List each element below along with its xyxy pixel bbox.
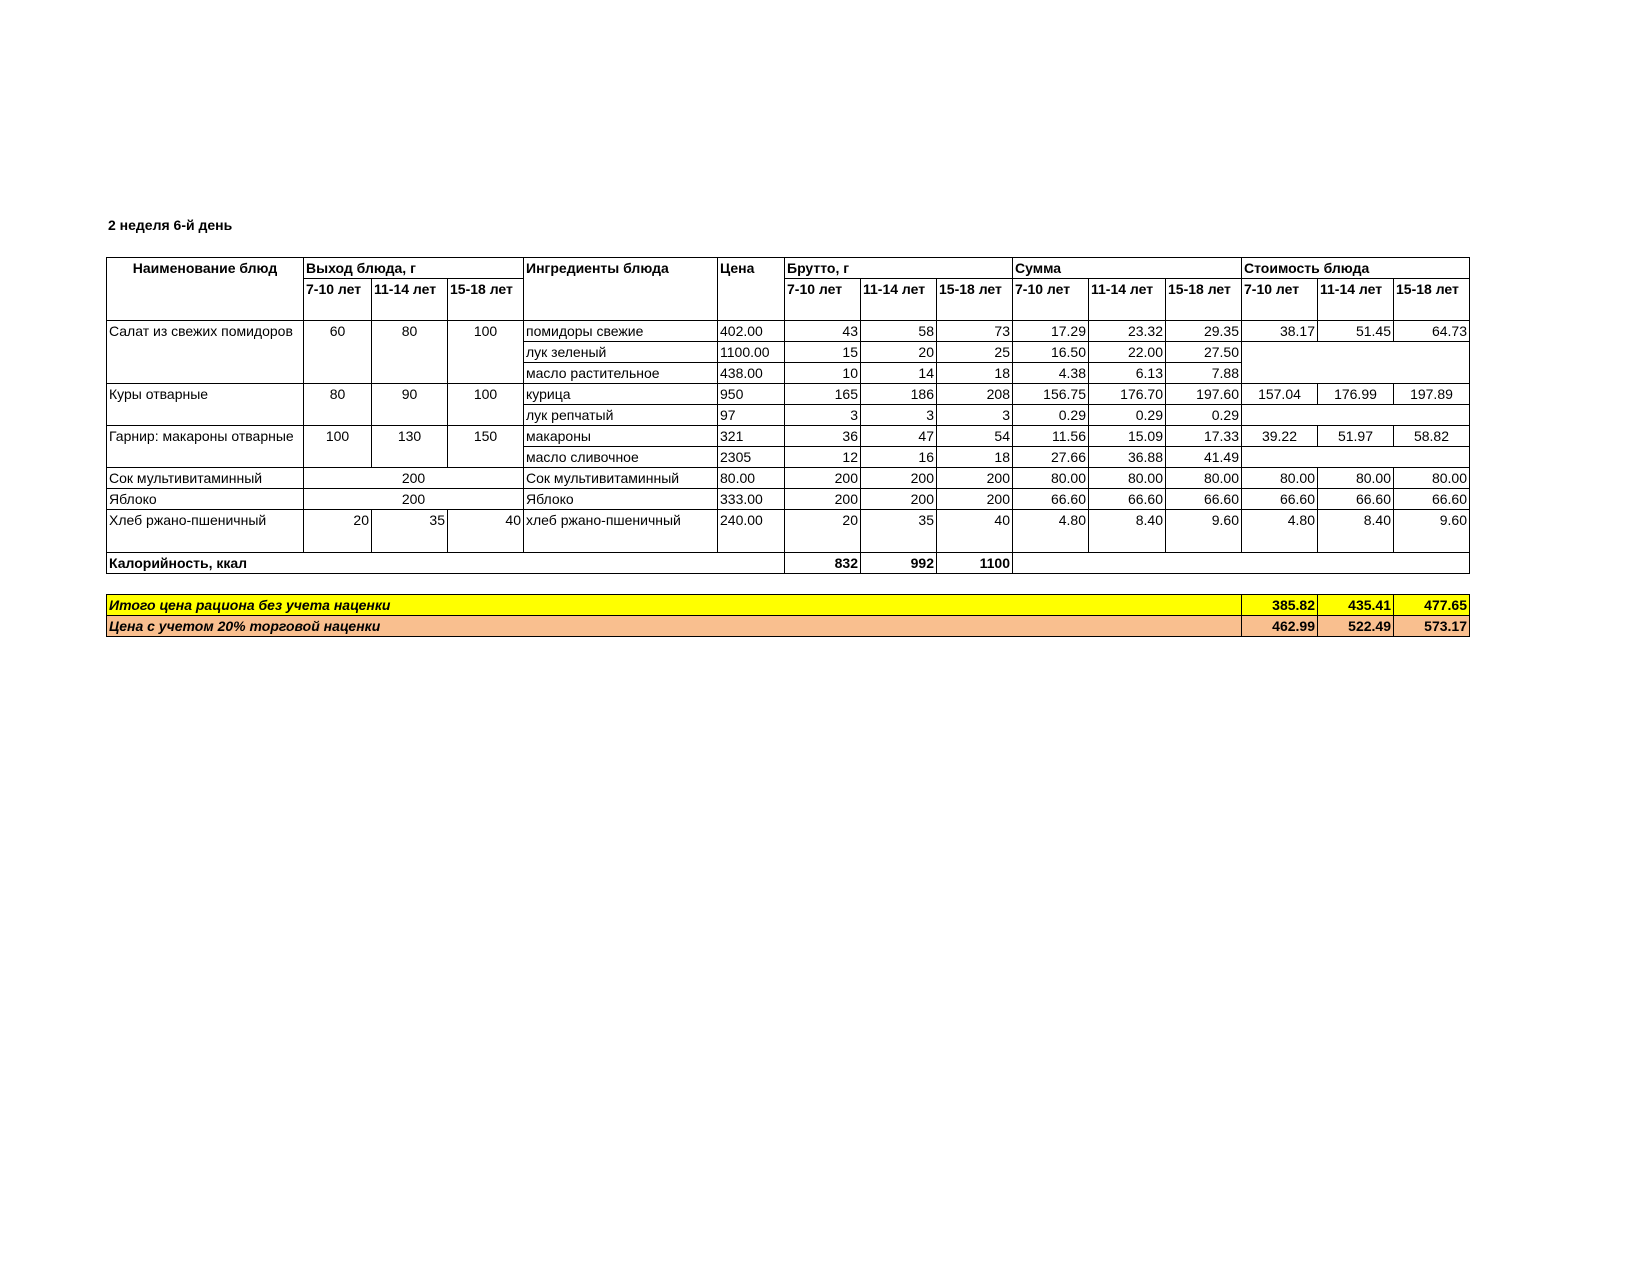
sum-cell: 36.88 (1089, 447, 1166, 468)
price-cell: 80.00 (718, 468, 785, 489)
price-cell: 402.00 (718, 321, 785, 342)
price-cell: 438.00 (718, 363, 785, 384)
yield-cell: 80 (304, 384, 372, 426)
header-age: 11-14 лет (1089, 279, 1166, 321)
yield-cell: 150 (448, 426, 524, 468)
sum-cell: 41.49 (1166, 447, 1242, 468)
gross-cell: 200 (861, 468, 937, 489)
gross-cell: 58 (861, 321, 937, 342)
cost-cell: 51.45 (1318, 321, 1394, 342)
gross-cell: 3 (861, 405, 937, 426)
gross-cell: 186 (861, 384, 937, 405)
header-age: 7-10 лет (1013, 279, 1089, 321)
gross-cell: 3 (785, 405, 861, 426)
cost-cell: 8.40 (1318, 510, 1394, 553)
markup-value: 573.17 (1394, 616, 1470, 637)
sum-cell: 8.40 (1089, 510, 1166, 553)
total-value: 435.41 (1318, 595, 1394, 616)
markup-value: 462.99 (1242, 616, 1318, 637)
sum-cell: 66.60 (1089, 489, 1166, 510)
gross-cell: 20 (785, 510, 861, 553)
header-gross: Брутто, г (785, 258, 1013, 279)
gross-cell: 35 (861, 510, 937, 553)
calories-value: 832 (785, 553, 861, 574)
ingredient-name: хлеб ржано-пшеничный (524, 510, 718, 553)
sum-cell: 4.38 (1013, 363, 1089, 384)
cost-cell: 9.60 (1394, 510, 1470, 553)
header-dish: Наименование блюд (107, 258, 304, 321)
gross-cell: 208 (937, 384, 1013, 405)
total-value: 385.82 (1242, 595, 1318, 616)
sum-cell: 66.60 (1166, 489, 1242, 510)
sum-cell: 23.32 (1089, 321, 1166, 342)
gross-cell: 43 (785, 321, 861, 342)
gross-cell: 36 (785, 426, 861, 447)
cost-empty (1242, 447, 1470, 468)
header-sum: Сумма (1013, 258, 1242, 279)
price-cell: 1100.00 (718, 342, 785, 363)
sum-cell: 176.70 (1089, 384, 1166, 405)
header-age: 15-18 лет (937, 279, 1013, 321)
sum-cell: 6.13 (1089, 363, 1166, 384)
cost-cell: 197.89 (1394, 384, 1470, 405)
yield-cell: 20 (304, 510, 372, 553)
sum-cell: 22.00 (1089, 342, 1166, 363)
gross-cell: 47 (861, 426, 937, 447)
dish-name: Сок мультивитаминный (107, 468, 304, 489)
sum-cell: 0.29 (1089, 405, 1166, 426)
cost-cell: 39.22 (1242, 426, 1318, 447)
ingredient-name: лук зеленый (524, 342, 718, 363)
sum-cell: 16.50 (1013, 342, 1089, 363)
gross-cell: 200 (785, 468, 861, 489)
yield-cell: 40 (448, 510, 524, 553)
header-age: 15-18 лет (1394, 279, 1470, 321)
sum-cell: 0.29 (1166, 405, 1242, 426)
price-cell: 333.00 (718, 489, 785, 510)
yield-cell: 100 (304, 426, 372, 468)
ingredient-name: макароны (524, 426, 718, 447)
cost-cell: 157.04 (1242, 384, 1318, 405)
calories-row (107, 553, 1470, 574)
sum-cell: 15.09 (1089, 426, 1166, 447)
header-age: 11-14 лет (861, 279, 937, 321)
gross-cell: 12 (785, 447, 861, 468)
cost-empty (1242, 342, 1470, 384)
ingredient-name: помидоры свежие (524, 321, 718, 342)
table-row (107, 468, 1470, 489)
yield-cell: 80 (372, 321, 448, 384)
yield-cell: 100 (448, 384, 524, 426)
ingredient-name: масло сливочное (524, 447, 718, 468)
sum-cell: 29.35 (1166, 321, 1242, 342)
total-row (107, 595, 1470, 616)
sum-cell: 17.29 (1013, 321, 1089, 342)
cost-cell: 64.73 (1394, 321, 1470, 342)
header-age: 7-10 лет (304, 279, 372, 321)
gross-cell: 200 (785, 489, 861, 510)
header-age: 15-18 лет (1166, 279, 1242, 321)
header-ingredients: Ингредиенты блюда (524, 258, 718, 321)
calories-value: 1100 (937, 553, 1013, 574)
sum-cell: 156.75 (1013, 384, 1089, 405)
cost-cell: 38.17 (1242, 321, 1318, 342)
ingredient-name: масло растительное (524, 363, 718, 384)
cost-cell: 80.00 (1318, 468, 1394, 489)
gross-cell: 16 (861, 447, 937, 468)
cost-cell: 4.80 (1242, 510, 1318, 553)
yield-cell: 130 (372, 426, 448, 468)
sum-cell: 66.60 (1013, 489, 1089, 510)
header-row-1 (107, 258, 1470, 279)
cost-cell: 176.99 (1318, 384, 1394, 405)
yield-cell: 60 (304, 321, 372, 384)
sum-cell: 7.88 (1166, 363, 1242, 384)
table-row (107, 489, 1470, 510)
dish-name: Хлеб ржано-пшеничный (107, 510, 304, 553)
table-row (107, 384, 1470, 405)
header-age: 11-14 лет (372, 279, 448, 321)
calories-empty (1013, 553, 1470, 574)
dish-name: Куры отварные (107, 384, 304, 426)
gross-cell: 165 (785, 384, 861, 405)
gross-cell: 20 (861, 342, 937, 363)
sum-cell: 11.56 (1013, 426, 1089, 447)
sum-cell: 17.33 (1166, 426, 1242, 447)
gross-cell: 40 (937, 510, 1013, 553)
sum-cell: 4.80 (1013, 510, 1089, 553)
header-row-2 (107, 279, 1470, 321)
sum-cell: 80.00 (1013, 468, 1089, 489)
gross-cell: 18 (937, 363, 1013, 384)
cost-cell: 66.60 (1242, 489, 1318, 510)
price-cell: 240.00 (718, 510, 785, 553)
spacer-row (107, 574, 1470, 595)
sum-cell: 9.60 (1166, 510, 1242, 553)
yield-cell: 200 (304, 489, 524, 510)
cost-empty (1242, 405, 1470, 426)
header-age: 7-10 лет (1242, 279, 1318, 321)
total-label: Итого цена рациона без учета наценки (107, 595, 1242, 616)
gross-cell: 10 (785, 363, 861, 384)
price-cell: 97 (718, 405, 785, 426)
gross-cell: 14 (861, 363, 937, 384)
gross-cell: 18 (937, 447, 1013, 468)
table-row (107, 510, 1470, 553)
sum-cell: 27.66 (1013, 447, 1089, 468)
gross-cell: 15 (785, 342, 861, 363)
dish-name: Гарнир: макароны отварные (107, 426, 304, 468)
cost-cell: 66.60 (1394, 489, 1470, 510)
header-age: 15-18 лет (448, 279, 524, 321)
sum-cell: 80.00 (1166, 468, 1242, 489)
yield-cell: 35 (372, 510, 448, 553)
dish-name: Салат из свежих помидоров (107, 321, 304, 384)
table-row (107, 321, 1470, 342)
cost-cell: 80.00 (1394, 468, 1470, 489)
sum-cell: 80.00 (1089, 468, 1166, 489)
cost-cell: 80.00 (1242, 468, 1318, 489)
markup-label: Цена с учетом 20% торговой наценки (107, 616, 1242, 637)
yield-cell: 90 (372, 384, 448, 426)
markup-row (107, 616, 1470, 637)
dish-name: Яблоко (107, 489, 304, 510)
price-cell: 950 (718, 384, 785, 405)
cost-cell: 66.60 (1318, 489, 1394, 510)
sum-cell: 0.29 (1013, 405, 1089, 426)
header-yield: Выход блюда, г (304, 258, 524, 279)
yield-cell: 200 (304, 468, 524, 489)
yield-cell: 100 (448, 321, 524, 384)
ingredient-name: курица (524, 384, 718, 405)
ingredient-name: Сок мультивитаминный (524, 468, 718, 489)
header-age: 7-10 лет (785, 279, 861, 321)
gross-cell: 200 (861, 489, 937, 510)
cost-cell: 58.82 (1394, 426, 1470, 447)
menu-table (106, 257, 1470, 637)
price-cell: 2305 (718, 447, 785, 468)
header-age: 11-14 лет (1318, 279, 1394, 321)
gross-cell: 200 (937, 489, 1013, 510)
page-title: 2 неделя 6-й день (108, 217, 233, 233)
ingredient-name: Яблоко (524, 489, 718, 510)
gross-cell: 54 (937, 426, 1013, 447)
calories-label: Калорийность, ккал (107, 553, 785, 574)
sum-cell: 197.60 (1166, 384, 1242, 405)
markup-value: 522.49 (1318, 616, 1394, 637)
cost-cell: 51.97 (1318, 426, 1394, 447)
sum-cell: 27.50 (1166, 342, 1242, 363)
ingredient-name: лук репчатый (524, 405, 718, 426)
header-cost: Стоимость блюда (1242, 258, 1470, 279)
gross-cell: 200 (937, 468, 1013, 489)
header-price: Цена (718, 258, 785, 321)
gross-cell: 25 (937, 342, 1013, 363)
calories-value: 992 (861, 553, 937, 574)
table-row (107, 426, 1470, 447)
gross-cell: 3 (937, 405, 1013, 426)
total-value: 477.65 (1394, 595, 1470, 616)
gross-cell: 73 (937, 321, 1013, 342)
price-cell: 321 (718, 426, 785, 447)
